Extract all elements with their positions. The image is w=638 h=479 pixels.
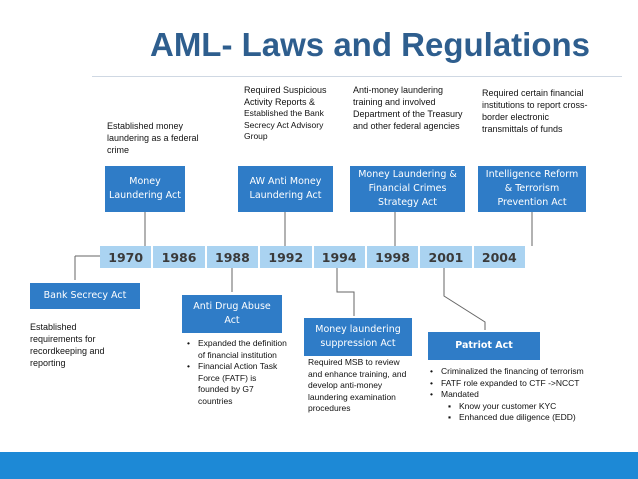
patriot-note-item: • Criminalized the financing of terrorism (430, 366, 584, 376)
year-1988: 1988 (207, 246, 258, 268)
bank-secrecy-act-box: Bank Secrecy Act (30, 283, 140, 309)
aw-act-note (244, 84, 344, 143)
money-laundering-suppression-act-note: Required MSB to review and enhance training, and develop anti-money laundering examination procedures (308, 357, 407, 413)
patriot-act-notes (430, 366, 630, 424)
patriot-note-item: • FATF role expanded to CTF ->NCCT (430, 377, 580, 388)
money-laundering-financial-crimes-strategy-act-box: Money Laundering & Financial Crimes Strategy Act (350, 166, 465, 212)
timeline (100, 246, 525, 268)
bullet-icon: • (430, 366, 433, 376)
bullet-icon: • (430, 389, 433, 399)
aw-act-note-line1: Required Suspicious Activity Reports & (244, 85, 327, 107)
footer-bar (0, 452, 638, 479)
year-2001: 2001 (420, 246, 471, 268)
patriot-act-box: Patriot Act (428, 332, 540, 360)
mlfcs-act-note: Anti-money laundering training and involved Department of the Treasury and other federal agencies (353, 85, 463, 131)
square-bullet-icon: ▪ (448, 400, 452, 411)
bank-secrecy-act-note: Established requirements for recordkeeping and reporting (30, 322, 105, 368)
bullet-icon: • (187, 338, 190, 348)
intelligence-reform-terrorism-prevention-act-box: Intelligence Reform & Terrorism Prevention Act (478, 166, 586, 212)
connector-2001 (444, 268, 485, 330)
money-laundering-suppression-act-box: Money laundering suppression Act (304, 318, 412, 356)
connector-1994 (337, 268, 354, 316)
year-1998: 1998 (367, 246, 418, 268)
year-1970: 1970 (100, 246, 151, 268)
anti-drug-abuse-act-notes (187, 338, 287, 407)
bullet-icon: • (187, 361, 190, 371)
patriot-sub-item: ▪ Enhanced due diligence (EDD) (448, 412, 576, 422)
patriot-sub-item: ▪ Know your customer KYC (448, 400, 557, 411)
page-title: AML- Laws and Regulations (149, 26, 591, 63)
anti-drug-abuse-act-box: Anti Drug Abuse Act (182, 295, 282, 333)
year-1994: 1994 (314, 246, 365, 268)
bullet-icon: • (430, 377, 433, 388)
ada-note-item: • Financial Action Task Force (FATF) is founded by G7 countries (187, 361, 278, 406)
irtp-act-note: Required certain financial institutions to report cross-border electronic transmittals of funds (482, 88, 588, 134)
year-1986: 1986 (153, 246, 204, 268)
year-1992: 1992 (260, 246, 311, 268)
money-laundering-act-note: Established money laundering as a federal crime (107, 121, 199, 155)
year-2004: 2004 (474, 246, 525, 268)
aw-act-note-line2: Established the Bank Secrecy Act Advisory Group (244, 108, 324, 141)
patriot-note-item: • Mandated (430, 389, 479, 399)
ada-note-item: • Expanded the definition of financial institution (187, 338, 287, 360)
aw-anti-money-laundering-act-box: AW Anti Money Laundering Act (238, 166, 333, 212)
square-bullet-icon: ▪ (448, 412, 452, 422)
money-laundering-act-box: Money Laundering Act (105, 166, 185, 212)
